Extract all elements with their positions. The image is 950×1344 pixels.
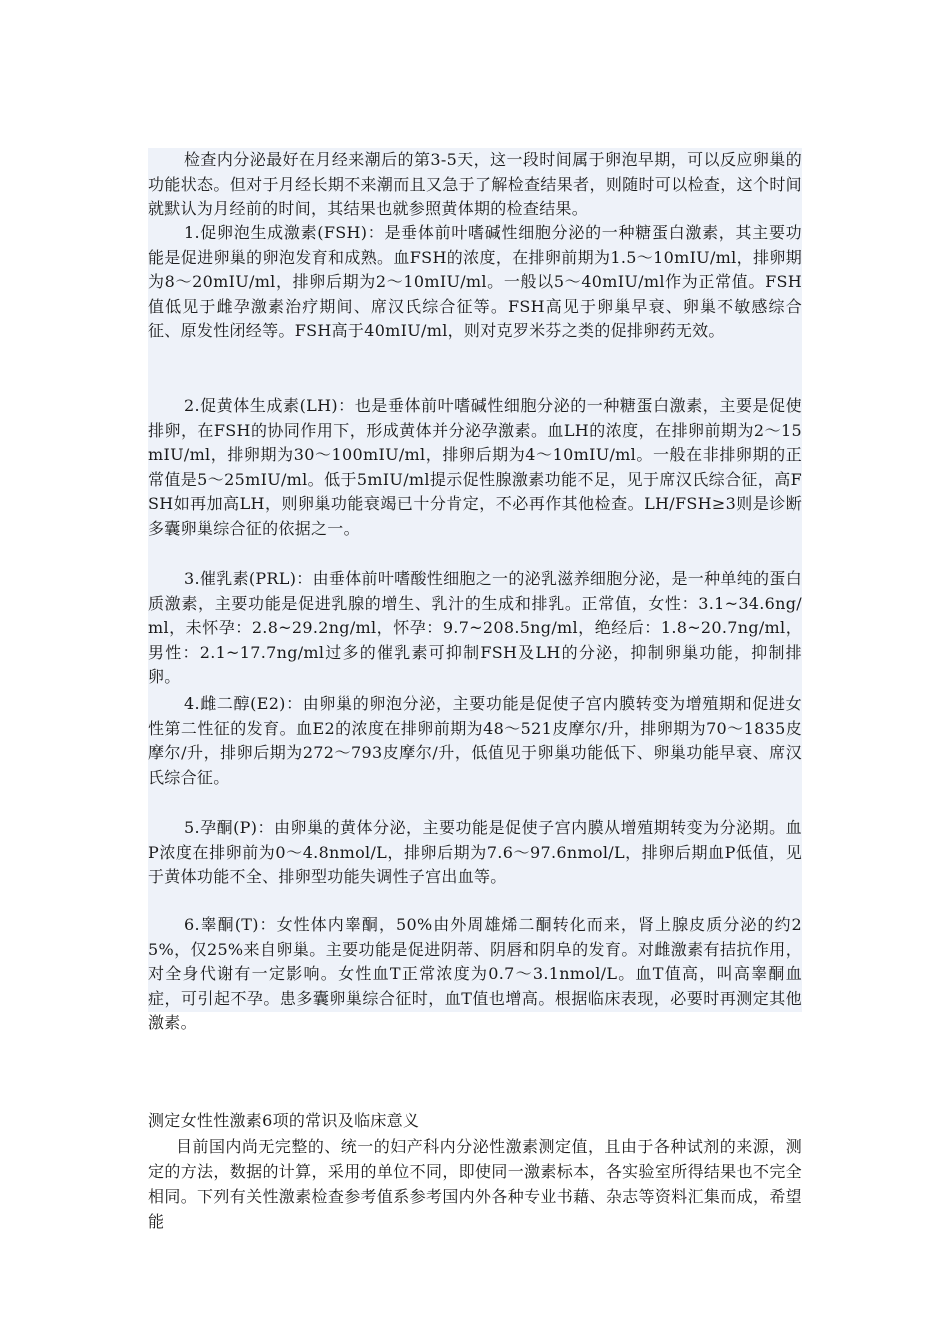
lh-paragraph: 2.促黄体生成素(LH)：也是垂体前叶嗜碱性细胞分泌的一种糖蛋白激素，主要是促使排卵，在FSH的协同作用下，形成黄体并分泌孕激素。血LH的浓度，在排卵前期为2～15mIU/ml，排卵期为30～100mIU/ml，排卵后期为4～10mIU/ml。一般在非排卵期的正常值是5～25mIU/ml。低于5mIU/ml提示促性腺激素功能不足，见于席汉氏综合征，高FSH如再加高LH，则卵巢功能衰竭已十分肯定，不必再作其他检查。LH/FSH≥3则是诊断多囊卵巢综合征的依据之一。 xyxy=(148,396,802,538)
fsh-paragraph: 1.促卵泡生成激素(FSH)：是垂体前叶嗜碱性细胞分泌的一种糖蛋白激素，其主要功能是促进卵巢的卵泡发育和成熟。血FSH的浓度，在排卵前期为1.5～10mIU/ml，排卵期为8～20mIU/ml，排卵后期为2～10mIU/ml。一般以5～40mIU/ml作为正常值。FSH值低见于雌孕激素治疗期间、席汉氏综合征等。FSH高见于卵巢早衰、卵巢不敏感综合征、原发性闭经等。FSH高于40mIU/ml，则对克罗米芬之类的促排卵药无效。 xyxy=(148,223,802,340)
intro-paragraph: 检查内分泌最好在月经来潮后的第3-5天，这一段时间属于卵泡早期，可以反应卵巢的功能状态。但对于月经长期不来潮而且又急于了解检查结果者，则随时可以检查，这个时间就默认为月经前的时间，其结果也就参照黄体期的检查结果。 xyxy=(148,150,802,218)
e2-paragraph: 4.雌二醇(E2)：由卵巢的卵泡分泌，主要功能是促使子宫内膜转变为增殖期和促进女性第二性征的发育。血E2的浓度在排卵前期为48～521皮摩尔/升，排卵期为70～1835皮摩尔/升，排卵后期为272～793皮摩尔/升，低值见于卵巢功能低下、卵巢功能早衰、席汉氏综合征。 xyxy=(148,694,802,787)
progesterone-paragraph: 5.孕酮(P)：由卵巢的黄体分泌，主要功能是促使子宫内膜从增殖期转变为分泌期。血P浓度在排卵前为0～4.8nmol/L，排卵后期为7.6～97.6nmol/L，排卵后期血P低值，见于黄体功能不全、排卵型功能失调性子宫出血等。 xyxy=(148,818,802,886)
section-title: 测定女性性激素6项的常识及临床意义 xyxy=(148,1111,420,1130)
prl-paragraph: 3.催乳素(PRL)：由垂体前叶嗜酸性细胞之一的泌乳滋养细胞分泌，是一种单纯的蛋白质激素，主要功能是促进乳腺的增生、乳汁的生成和排乳。正常值，女性：3.1~34.6ng/ml，未怀孕：2.8~29.2ng/ml，怀孕：9.7~208.5ng/ml，绝经后：1.8~20.7ng/ml，男性：2.1~17.7ng/ml过多的催乳素可抑制FSH及LH的分泌，抑制卵巢功能，抑制排卵。 xyxy=(148,569,802,686)
section-paragraph: 目前国内尚无完整的、统一的妇产科内分泌性激素测定值，且由于各种试剂的来源，测定的方法，数据的计算，采用的单位不同，即使同一激素标本，各实验室所得结果也不完全相同。下列有关性激素检查参考值系参考国内外各种专业书藉、杂志等资料汇集而成，希望能 xyxy=(148,1137,802,1231)
testosterone-paragraph: 6.睾酮(T)：女性体内睾酮，50%由外周雄烯二酮转化而来，肾上腺皮质分泌的约25%，仅25%来自卵巢。主要功能是促进阴蒂、阴唇和阴阜的发育。对雌激素有拮抗作用，对全身代谢有一定影响。女性血T正常浓度为0.7～3.1nmol/L。血T值高，叫高睾酮血症，可引起不孕。患多囊卵巢综合征时，血T值也增高。根据临床表现，必要时再测定其他激素。 xyxy=(148,915,802,1032)
